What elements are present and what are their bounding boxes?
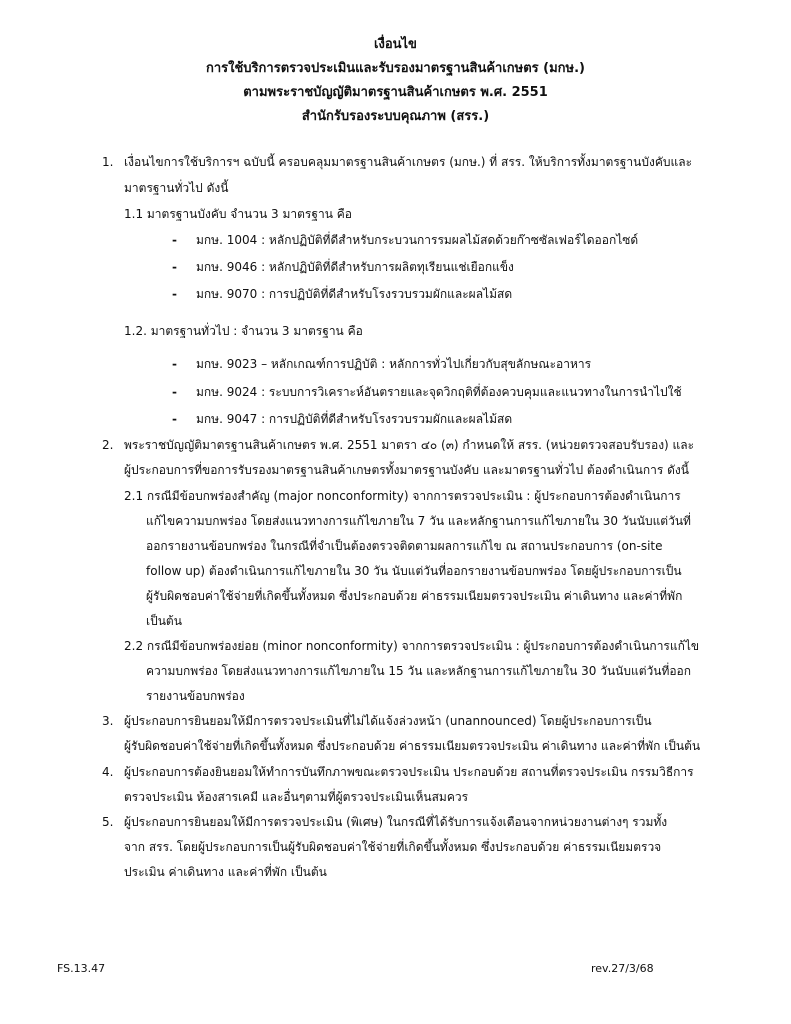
doc-subtitle-act: ตามพระราชบัญญัติมาตรฐานสินค้าเกษตร พ.ศ. 2551 xyxy=(243,85,548,100)
bullet-dash: - xyxy=(172,385,177,399)
section-5-number: 5. xyxy=(102,815,114,829)
section-4-text-line: ตรวจประเมิน ห้องสารเคมี และอื่นๆตามที่ผู้ตรวจประเมินเห็นสมควร xyxy=(124,790,469,804)
section-3-text-line: ผู้รับผิดชอบค่าใช้จ่ายที่เกิดขึ้นทั้งหมด ซึ่งประกอบด้วย ค่าธรรมเนียมตรวจประเมิน ค่าเดินทาง และค่าที่พัก เป็นต้น xyxy=(124,739,701,753)
bullet-dash: - xyxy=(172,412,177,426)
standard-item: มกษ. 9046 : หลักปฏิบัติที่ดีสำหรับการผลิตทุเรียนแช่เยือกแข็ง xyxy=(196,260,514,274)
section-4-text-line: ผู้ประกอบการต้องยินยอมให้ทำการบันทึกภาพขณะตรวจประเมิน ประกอบด้วย สถานที่ตรวจประเมิน กรรมวิธีการ xyxy=(124,765,694,779)
section-1-number: 1. xyxy=(102,155,114,169)
section-1-2-heading: 1.2. มาตรฐานทั่วไป : จำนวน 3 มาตรฐาน คือ xyxy=(124,324,363,338)
section-2-1-line: ออกรายงานข้อบกพร่อง ในกรณีที่จำเป็นต้องตรวจติดตามผลการแก้ไข ณ สถานประกอบการ (on-site xyxy=(146,539,663,553)
section-2-1-line: เป็นต้น xyxy=(146,614,182,628)
section-2-text-line: ผู้ประกอบการที่ขอการรับรองมาตรฐานสินค้าเกษตรทั้งมาตรฐานบังคับ และมาตรฐานทั่วไป ต้องดำเนินการ ดังนี้ xyxy=(124,463,689,477)
section-3-number: 3. xyxy=(102,714,114,728)
bullet-dash: - xyxy=(172,260,177,274)
bullet-dash: - xyxy=(172,287,177,301)
section-1-text-line: เงื่อนไขการใช้บริการฯ ฉบับนี้ ครอบคลุมมาตรฐานสินค้าเกษตร (มกษ.) ที่ สรร. ให้บริการทั้งมาตรฐานบังคับและ xyxy=(124,155,693,169)
standard-item: มกษ. 1004 : หลักปฏิบัติที่ดีสำหรับกระบวนการรมผลไม้สดด้วยก๊าซซัลเฟอร์ไดออกไซด์ xyxy=(196,233,639,247)
section-2-2-line: 2.2 กรณีมีข้อบกพร่องย่อย (minor nonconformity) จากการตรวจประเมิน : ผู้ประกอบการต้องดำเนินการแก้ไข xyxy=(124,639,700,653)
standard-item: มกษ. 9070 : การปฏิบัติที่ดีสำหรับโรงรวบรวมผักและผลไม้สด xyxy=(196,287,513,301)
section-5-text-line: ผู้ประกอบการยินยอมให้มีการตรวจประเมิน (พิเศษ) ในกรณีที่ได้รับการแจ้งเตือนจากหน่วยงานต่างๆ รวมทั้ง xyxy=(124,815,668,829)
section-5-text-line: จาก สรร. โดยผู้ประกอบการเป็นผู้รับผิดชอบค่าใช้จ่ายที่เกิดขึ้นทั้งหมด ซึ่งประกอบด้วย ค่าธรรมเนียมตรวจ xyxy=(124,840,662,854)
section-3-text-line: ผู้ประกอบการยินยอมให้มีการตรวจประเมินที่ไม่ได้แจ้งล่วงหน้า (unannounced) โดยผู้ประกอบการเป็น xyxy=(124,714,652,728)
doc-title: เงื่อนไข xyxy=(374,37,417,52)
doc-subtitle-office: สำนักรับรองระบบคุณภาพ (สรร.) xyxy=(301,109,490,124)
section-2-1-line: ผู้รับผิดชอบค่าใช้จ่ายที่เกิดขึ้นทั้งหมด ซึ่งประกอบด้วย ค่าธรรมเนียมตรวจประเมิน ค่าเดินทาง และค่าที่พัก xyxy=(146,589,683,603)
section-1-1-heading: 1.1 มาตรฐานบังคับ จำนวน 3 มาตรฐาน คือ xyxy=(124,207,352,221)
section-2-1-line: แก้ไขความบกพร่อง โดยส่งแนวทางการแก้ไขภายใน 7 วัน และหลักฐานการแก้ไขภายใน 30 วันนับแต่วันที่ xyxy=(146,514,691,528)
section-2-1-line: follow up) ต้องดำเนินการแก้ไขภายใน 30 วัน นับแต่วันที่ออกรายงานข้อบกพร่อง โดยผู้ประกอบการเป็น xyxy=(146,564,682,578)
section-2-1-line: 2.1 กรณีมีข้อบกพร่องสำคัญ (major nonconformity) จากการตรวจประเมิน : ผู้ประกอบการต้องดำเนินการ xyxy=(124,489,681,503)
bullet-dash: - xyxy=(172,233,177,247)
doc-subtitle-service: การใช้บริการตรวจประเมินและรับรองมาตรฐานสินค้าเกษตร (มกษ.) xyxy=(205,61,585,76)
standard-item: มกษ. 9047 : การปฏิบัติที่ดีสำหรับโรงรวบรวมผักและผลไม้สด xyxy=(196,412,513,426)
section-4-number: 4. xyxy=(102,765,114,779)
footer-revision: rev.27/3/68 xyxy=(591,962,654,975)
footer-form-code: FS.13.47 xyxy=(57,962,106,975)
section-1-text-line: มาตรฐานทั่วไป ดังนี้ xyxy=(124,181,229,195)
section-2-2-line: รายงานข้อบกพร่อง xyxy=(146,689,245,703)
bullet-dash: - xyxy=(172,357,177,371)
section-5-text-line: ประเมิน ค่าเดินทาง และค่าที่พัก เป็นต้น xyxy=(124,865,327,879)
section-2-number: 2. xyxy=(102,438,114,452)
standard-item: มกษ. 9024 : ระบบการวิเคราะห์อันตรายและจุดวิกฤติที่ต้องควบคุมและแนวทางในการนำไปใช้ xyxy=(196,385,682,399)
standard-item: มกษ. 9023 – หลักเกณฑ์การปฏิบัติ : หลักการทั่วไปเกี่ยวกับสุขลักษณะอาหาร xyxy=(196,357,592,371)
section-2-text-line: พระราชบัญญัติมาตรฐานสินค้าเกษตร พ.ศ. 2551 มาตรา ๔๐ (๓) กำหนดให้ สรร. (หน่วยตรวจสอบรับรอง) และ xyxy=(124,438,695,452)
section-2-2-line: ความบกพร่อง โดยส่งแนวทางการแก้ไขภายใน 15 วัน และหลักฐานการแก้ไขภายใน 30 วันนับแต่วันที่ออก xyxy=(146,664,692,678)
